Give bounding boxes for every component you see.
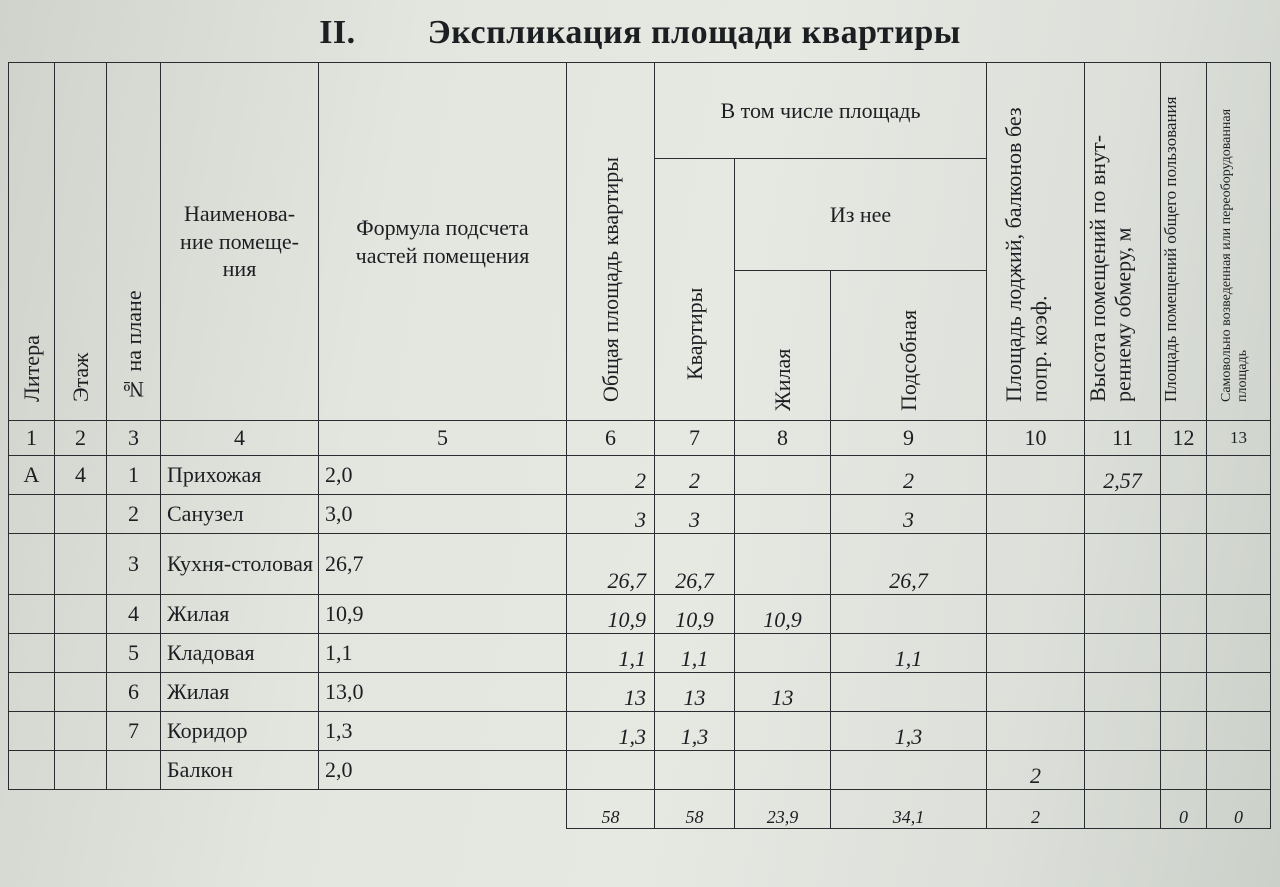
cell-total-area: 26,7 [567,534,655,595]
cell-etazh [55,634,107,673]
podsobnaya-sum: 34,1 [831,790,987,829]
cell-name: Кухня-столовая [161,534,319,595]
col-number: 13 [1207,421,1271,456]
col-number: 2 [55,421,107,456]
cell-kvartiry: 3 [655,495,735,534]
cell-height [1085,712,1161,751]
col-number: 3 [107,421,161,456]
cell-loggia [987,534,1085,595]
cell-formula: 13,0 [319,673,567,712]
cell-kvartiry: 1,3 [655,712,735,751]
header-etazh: Этаж [55,63,107,421]
cell-common [1161,595,1207,634]
cell-formula: 1,1 [319,634,567,673]
header-zhilaya: Жилая [735,271,831,421]
cell-height [1085,751,1161,790]
cell-height [1085,534,1161,595]
cell-common [1161,495,1207,534]
zhilaya-sum: 23,9 [735,790,831,829]
cell-samovol [1207,595,1271,634]
cell-total-area: 10,9 [567,595,655,634]
cell-samovol [1207,456,1271,495]
cell-podsobnaya [831,595,987,634]
cell-samovol [1207,712,1271,751]
kvartiry-sum: 58 [655,790,735,829]
cell-no: 6 [107,673,161,712]
cell-loggia [987,712,1085,751]
header-formula: Формула подсчета частей помещения [319,63,567,421]
cell-formula: 1,3 [319,712,567,751]
col-number: 7 [655,421,735,456]
cell-kvartiry: 1,1 [655,634,735,673]
cell-zhilaya [735,495,831,534]
header-loggia: Площадь лоджий, балконов без попр. коэф. [987,63,1085,421]
cell-common [1161,534,1207,595]
cell-kvartiry: 2 [655,456,735,495]
cell-no: 3 [107,534,161,595]
cell-loggia [987,495,1085,534]
cell-no: 7 [107,712,161,751]
cell-etazh [55,751,107,790]
explication-table [8,62,1271,829]
header-iz-nee: Из нее [735,159,987,271]
cell-podsobnaya: 1,1 [831,634,987,673]
cell-samovol [1207,534,1271,595]
table-row [9,595,1271,634]
table-row [9,456,1271,495]
cell-no: 1 [107,456,161,495]
table-row [9,751,1271,790]
cell-common [1161,673,1207,712]
col-number: 12 [1161,421,1207,456]
height-sum [1085,790,1161,829]
cell-zhilaya [735,751,831,790]
cell-litera: А [9,456,55,495]
cell-total-area: 1,3 [567,712,655,751]
cell-total-area: 1,1 [567,634,655,673]
cell-total-area: 3 [567,495,655,534]
cell-loggia [987,595,1085,634]
section-number: II. [319,14,356,51]
cell-height [1085,673,1161,712]
cell-etazh [55,534,107,595]
total-area-sum: 58 [567,790,655,829]
cell-name: Кладовая [161,634,319,673]
header-total-area: Общая площадь квартиры [567,63,655,421]
header-litera: Литера [9,63,55,421]
col-number: 4 [161,421,319,456]
samovol-sum: 0 [1207,790,1271,829]
cell-loggia [987,673,1085,712]
cell-samovol [1207,751,1271,790]
cell-samovol [1207,634,1271,673]
header-incl-area: В том числе площадь [655,63,987,159]
cell-zhilaya [735,456,831,495]
cell-etazh [55,595,107,634]
cell-height [1085,495,1161,534]
cell-height [1085,634,1161,673]
cell-name: Жилая [161,673,319,712]
cell-zhilaya: 13 [735,673,831,712]
cell-etazh [55,712,107,751]
col-number: 10 [987,421,1085,456]
table-row [9,534,1271,595]
header-podsobnaya: Подсобная [831,271,987,421]
cell-name: Прихожая [161,456,319,495]
cell-loggia [987,456,1085,495]
cell-podsobnaya [831,751,987,790]
cell-samovol [1207,673,1271,712]
cell-common [1161,751,1207,790]
table-row [9,712,1271,751]
cell-podsobnaya: 2 [831,456,987,495]
cell-kvartiry: 13 [655,673,735,712]
cell-podsobnaya: 26,7 [831,534,987,595]
cell-name: Жилая [161,595,319,634]
cell-podsobnaya: 1,3 [831,712,987,751]
cell-kvartiry: 26,7 [655,534,735,595]
table-row [9,673,1271,712]
cell-litera [9,595,55,634]
col-number: 1 [9,421,55,456]
cell-no: 4 [107,595,161,634]
cell-litera [9,634,55,673]
cell-litera [9,712,55,751]
cell-zhilaya [735,712,831,751]
cell-name: Санузел [161,495,319,534]
cell-podsobnaya: 3 [831,495,987,534]
cell-formula: 2,0 [319,751,567,790]
table-row [9,634,1271,673]
common-sum: 0 [1161,790,1207,829]
cell-no: 2 [107,495,161,534]
cell-zhilaya [735,534,831,595]
cell-no [107,751,161,790]
col-number: 6 [567,421,655,456]
loggia-sum: 2 [987,790,1085,829]
header-no-plan: № на плане [107,63,161,421]
col-number: 9 [831,421,987,456]
cell-etazh [55,673,107,712]
section-title: Экспликация площади квартиры [427,14,961,51]
totals-row [9,790,1271,829]
cell-total-area: 13 [567,673,655,712]
cell-samovol [1207,495,1271,534]
cell-formula: 10,9 [319,595,567,634]
cell-loggia [987,634,1085,673]
cell-formula: 26,7 [319,534,567,595]
cell-kvartiry: 10,9 [655,595,735,634]
cell-total-area: 2 [567,456,655,495]
cell-zhilaya: 10,9 [735,595,831,634]
cell-height [1085,595,1161,634]
cell-litera [9,751,55,790]
cell-formula: 2,0 [319,456,567,495]
cell-kvartiry [655,751,735,790]
page-title [0,14,1280,52]
cell-litera [9,673,55,712]
header-name: Наименова-ние помеще-ния [161,63,319,421]
header-samovol: Самовольно возведенная или переоборудованная площадь [1207,63,1271,421]
col-number: 8 [735,421,831,456]
cell-common [1161,634,1207,673]
cell-height: 2,57 [1085,456,1161,495]
header-common: Площадь помещений общего пользования [1161,63,1207,421]
cell-litera [9,495,55,534]
cell-etazh [55,495,107,534]
cell-podsobnaya [831,673,987,712]
table-row [9,495,1271,534]
cell-formula: 3,0 [319,495,567,534]
cell-total-area [567,751,655,790]
header-height: Высота помещений по внут-реннему обмеру, м [1085,63,1161,421]
totals-spacer [9,790,567,829]
cell-zhilaya [735,634,831,673]
cell-common [1161,456,1207,495]
cell-name: Балкон [161,751,319,790]
col-number: 5 [319,421,567,456]
col-number: 11 [1085,421,1161,456]
cell-litera [9,534,55,595]
cell-etazh: 4 [55,456,107,495]
header-kvartiry: Квартиры [655,159,735,421]
cell-no: 5 [107,634,161,673]
cell-name: Коридор [161,712,319,751]
cell-loggia: 2 [987,751,1085,790]
cell-common [1161,712,1207,751]
